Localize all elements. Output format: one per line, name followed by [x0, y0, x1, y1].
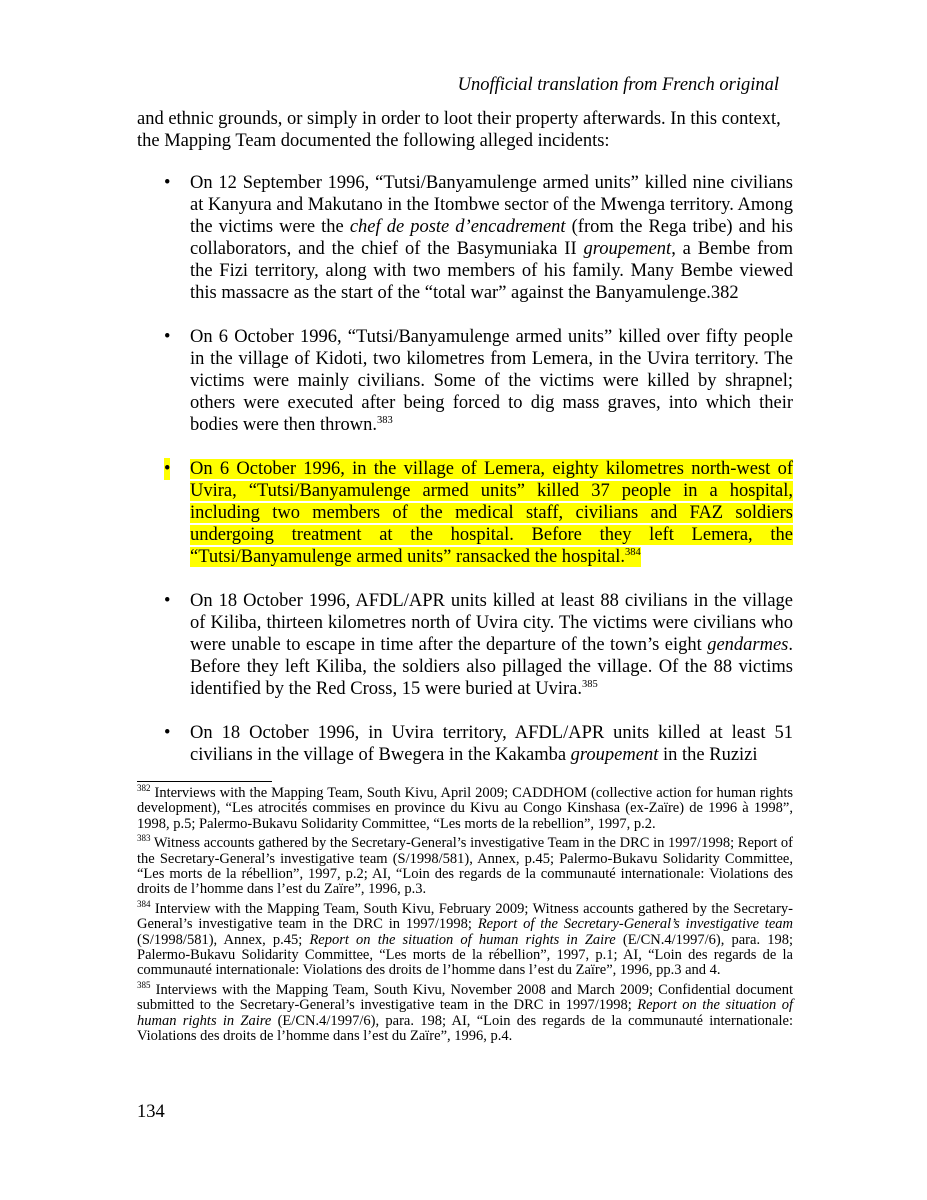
footnote-ref[interactable]: 384: [625, 546, 641, 558]
footnote-ref[interactable]: 383: [377, 414, 393, 426]
footnote-number: 382: [137, 783, 151, 794]
footnote-ref[interactable]: 385: [582, 678, 598, 690]
page-number: 134: [137, 1102, 165, 1122]
bullet-icon: •: [164, 459, 171, 479]
footnote: $^{384}$ Interview with the Mapping Team, South Kivu, February 2009; Witness accounts gathered by the Secretary-General’s investigative team in the DRC in 1997/1998; Report of the Secretary-General’s investigative team (S/1998/581), Annex, p.45; Report on the situation of human rights in Zaire (E/CN.4/1997/6), para. 198; Palermo-Bukavu Solidarity Committee, “Les morts de la rébellion”, 1997, p.1; AI, “Loin des regards de la communauté internationale: Violations des droits de l’homme dans l’est du Zaïre”, 1996, pp.3 and 4.: [137, 899, 793, 979]
footnotes: [137, 783, 793, 1049]
page-header: Unofficial translation from French original: [457, 75, 779, 95]
footnote-number: 385: [137, 980, 151, 991]
list-item: • On 6 October 1996, “Tutsi/Banyamulenge armed units” killed over fifty people in the village of Kidoti, two kilometres from Lemera, in the Uvira territory. The victims were mainly civilians. Some of the victims were killed by shrapnel; others were executed after being forced to dig mass graves, into which their bodies were then thrown.$^{383}$: [164, 327, 793, 435]
bullet-icon: •: [164, 591, 171, 611]
intro-paragraph: and ethnic grounds, or simply in order to loot their property afterwards. In this context, the Mapping Team documented the following alleged incidents:: [137, 109, 781, 151]
bullet-icon: •: [164, 173, 171, 193]
footnote-divider: [137, 781, 272, 782]
list-item: • On 18 October 1996, AFDL/APR units killed at least 88 civilians in the village of Kiliba, thirteen kilometres north of Uvira city. The victims were civilians who were unable to escape in time after the departure of the town’s eight gendarmes. Before they left Kiliba, the soldiers also pillaged the village. Of the 88 victims identified by the Red Cross, 15 were buried at Uvira.$^{385}$: [164, 591, 793, 699]
bullet-icon: •: [164, 723, 171, 743]
list-item: • On 18 October 1996, in Uvira territory, AFDL/APR units killed at least 51 civilians in the village of Bwegera in the Kakamba groupement in the Ruzizi: [164, 723, 793, 765]
footnote: $^{382}$ Interviews with the Mapping Team, South Kivu, April 2009; CADDHOM (collective action for human rights development), “Les atrocités commises en province du Kivu au Congo Kinshasa (ex-Zaïre) de 1996 à 1998”, 1998, p.5; Palermo-Bukavu Solidarity Committee, “Les morts de la rebellion”, 1997, p.2.: [137, 783, 793, 832]
list-item-highlighted: • On 6 October 1996, in the village of Lemera, eighty kilometres north-west of Uvira, “Tutsi/Banyamulenge armed units” killed 37 people in a hospital, including two members of the medical staff, civilians and FAZ soldiers undergoing treatment at the hospital. Before they left Lemera, the “Tutsi/Banyamulenge armed units” ransacked the hospital.$^{384}$: [164, 459, 793, 567]
footnote: $^{383}$ Witness accounts gathered by the Secretary-General’s investigative Team in the DRC in 1997/1998; Report of the Secretary-General’s investigative team (S/1998/581), Annex, p.45; Palermo-Bukavu Solidarity Committee, “Les morts de la rébellion”, 1997, p.2; AI, “Loin des regards de la communauté internationale: Violations des droits de l’homme dans l’est du Zaïre”, 1996, p.3.: [137, 833, 793, 898]
bullet-icon: •: [164, 327, 171, 347]
footnote-number: 384: [137, 899, 151, 910]
incident-list: [0, 172, 927, 788]
footnote: $^{385}$ Interviews with the Mapping Team, South Kivu, November 2008 and March 2009; Confidential document submitted to the Secretary-General’s investigative team in the DRC in 1997/1998; Report on the situation of human rights in Zaire (E/CN.4/1997/6), para. 198; AI, “Loin des regards de la communauté internationale: Violations des droits de l’homme dans l’est du Zaïre”, 1996, p.4.: [137, 980, 793, 1045]
footnote-number: 383: [137, 833, 151, 844]
list-item: • On 12 September 1996, “Tutsi/Banyamulenge armed units” killed nine civilians at Kanyura and Makutano in the Itombwe sector of the Mwenga territory. Among the victims were the chef de poste d’encadrement (from the Rega tribe) and his collaborators, and the chief of the Basymuniaka II groupement, a Bembe from the Fizi territory, along with two members of his family. Many Bembe viewed this massacre as the start of the “total war” against the Banyamulenge.382: [164, 173, 793, 303]
